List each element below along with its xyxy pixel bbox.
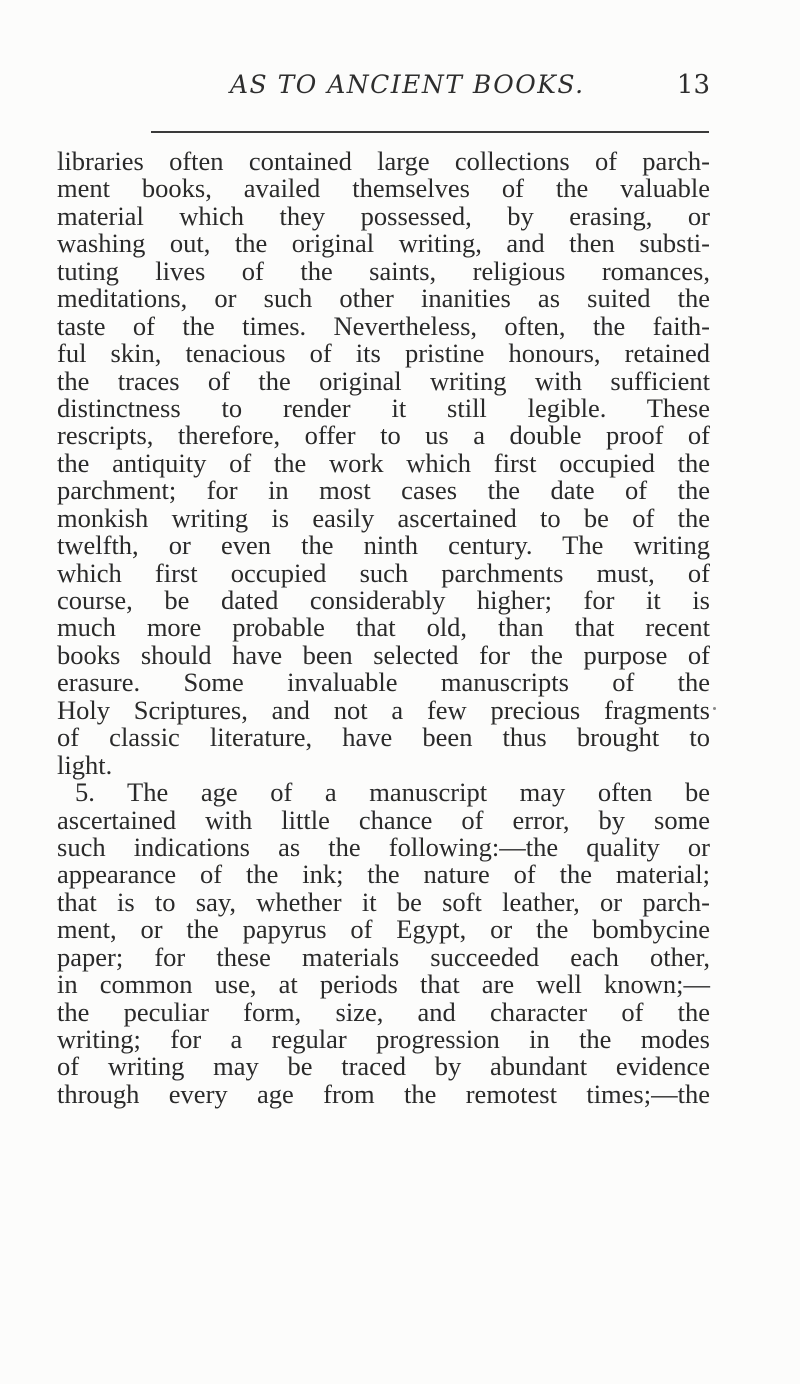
text-line: Holy Scriptures, and not a few precious fragments (57, 694, 710, 725)
text-line: ment, or the papyrus of Egypt, or the bombycine (57, 914, 710, 945)
running-head (150, 70, 710, 110)
text-line: the antiquity of the work which first occupied the (57, 447, 710, 478)
text-line: paper; for these materials succeeded each other, (57, 941, 710, 972)
text-line: of writing may be traced by abundant evidence (57, 1051, 710, 1082)
text-line: writing; for a regular progression in the modes (57, 1024, 710, 1054)
text-line: distinctness to render it still legible. These (57, 392, 710, 423)
text-line: tuting lives of the saints, religious romances, (57, 255, 710, 286)
page-number: 13 (676, 70, 710, 100)
text-line: 5. The age of a manuscript may often be (75, 777, 710, 808)
text-line: erasure. Some invaluable manuscripts of the (57, 667, 710, 698)
text-line: appearance of the ink; the nature of the material; (57, 859, 710, 890)
text-line: much more probable that old, than that recent (57, 612, 710, 643)
text-line: of classic literature, have been thus brought to (57, 722, 710, 753)
body-text (57, 148, 710, 1108)
text-line: libraries often contained large collections of parch- (57, 146, 710, 176)
text-line: ment books, availed themselves of the valuable (57, 173, 710, 204)
text-line: washing out, the original writing, and then substi- (57, 228, 710, 259)
text-line: the traces of the original writing with sufficient (57, 365, 710, 396)
text-line: ascertained with little chance of error, by some (57, 804, 710, 835)
header-rule (151, 131, 709, 133)
text-line: monkish writing is easily ascertained to be of the (57, 502, 710, 533)
text-line: which first occupied such parchments must, of (57, 557, 710, 588)
text-line: material which they possessed, by erasing, or (57, 200, 710, 231)
text-line: twelfth, or even the ninth century. The writing (57, 530, 710, 561)
text-line: parchment; for in most cases the date of the (57, 475, 710, 506)
text-line: that is to say, whether it be soft leather, or parch- (57, 886, 710, 917)
running-title: AS TO ANCIENT BOOKS. (230, 70, 585, 99)
print-speck (713, 707, 716, 710)
text-line: through every age from the remotest times;—the (57, 1078, 710, 1109)
text-line: the peculiar form, size, and character of the (57, 996, 710, 1027)
text-line: meditations, or such other inanities as suited the (57, 283, 710, 314)
text-line: in common use, at periods that are well known;— (57, 969, 710, 1000)
text-line: light. (57, 749, 113, 780)
text-line: rescripts, therefore, offer to us a double proof of (57, 420, 710, 451)
text-line: taste of the times. Nevertheless, often, the faith- (57, 310, 710, 341)
text-line: books should have been selected for the purpose of (57, 639, 710, 670)
text-line: such indications as the following:—the quality or (57, 831, 710, 862)
text-line: ful skin, tenacious of its pristine honours, retained (57, 338, 710, 369)
text-line: course, be dated considerably higher; for it is (57, 585, 710, 615)
